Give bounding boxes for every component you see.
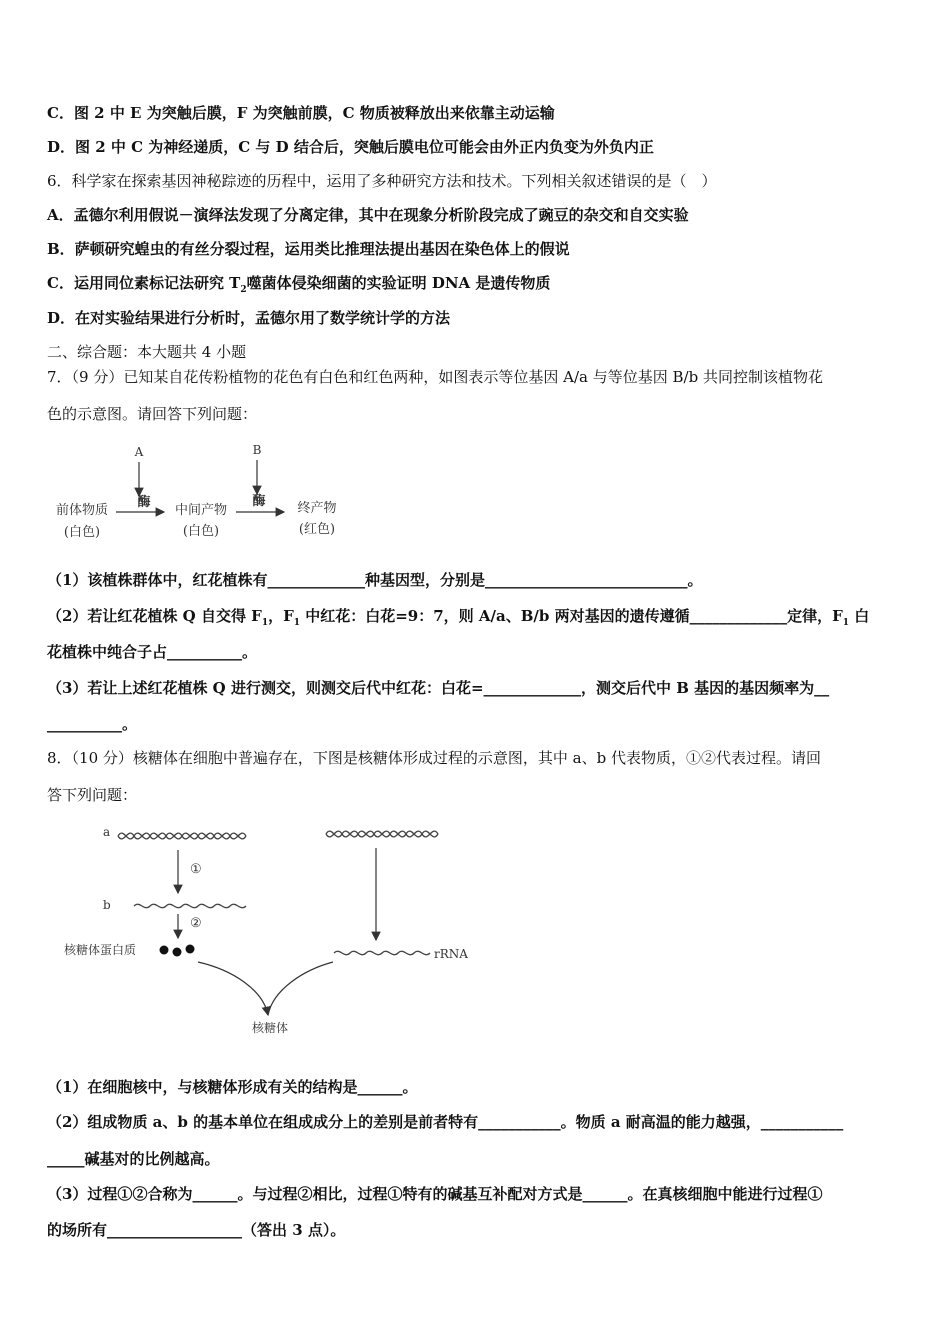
q8-mrna	[134, 904, 246, 907]
q7-sub2-part-a: （2）若让红花植株 Q 自交得 F	[47, 607, 262, 625]
q7-final-color: (红色)	[298, 522, 336, 537]
q7-sub3-line2: __________。	[47, 715, 138, 733]
q8-merge-right	[268, 962, 333, 1015]
q5-option-c: C．图 2 中 E 为突触后膜，F 为突触前膜，C 物质被释放出来依靠主动运输	[47, 104, 555, 122]
q6-option-c-pre: C．运用同位素标记法研究 T	[47, 274, 241, 292]
q7-stem-line1: 7．（9 分）已知某自花传粉植物的花色有白色和红色两种，如图表示等位基因 A/a 与等位基因 B/b 共同控制该植物花	[47, 368, 823, 386]
q8-stem-line2: 答下列问题：	[47, 786, 138, 804]
q7-diagram	[44, 438, 354, 548]
q8-sub3-line1: （3）过程①②合称为______。与过程②相比，过程①特有的碱基互补配对方式是______。在真核细胞中能进行过程①	[47, 1185, 823, 1203]
q6-option-c-sub: 2	[240, 285, 247, 295]
q7-sub2-sub1: 1	[261, 618, 269, 628]
q7-intermediate-color: (白色)	[182, 524, 220, 539]
q8-sub2-line1: （2）组成物质 a、b 的基本单位在组成成分上的差别是前者特有___________。物质 a 耐高温的能力越强，___________	[47, 1113, 844, 1131]
q8-stem-line1: 8．（10 分）核糖体在细胞中普遍存在，下图是核糖体形成过程的示意图，其中 a、b 代表物质，①②代表过程。请回	[47, 749, 821, 767]
q8-step1: ①	[190, 862, 202, 877]
q6-stem: 6．科学家在探索基因神秘踪迹的历程中，运用了多种研究方法和技术。下列相关叙述错误的是（ ）	[47, 172, 717, 190]
q8-rrna: rRNA	[434, 947, 468, 961]
q7-intermediate: 中间产物	[174, 503, 228, 518]
q7-enzyme-1: 酶	[137, 495, 151, 510]
q7-sub3-line1: （3）若让上述红花植株 Q 进行测交，则测交后代中红花：白花=_____________，测交后代中 B 基因的基因频率为__	[47, 679, 830, 697]
q7-sub2-sub3: 1	[842, 618, 850, 628]
q8-ribosomal-protein: 核糖体蛋白质	[64, 943, 137, 957]
q6-option-c-post: 噬菌体侵染细菌的实验证明 DNA 是遗传物质	[246, 274, 551, 292]
q7-sub2-sub2: 1	[293, 618, 301, 628]
q8-protein-dot-2	[173, 948, 182, 957]
q8-merge-left	[198, 962, 268, 1015]
q7-gene-b: B	[252, 443, 262, 457]
q7-sub2-line1	[47, 606, 869, 633]
q6-option-d: D．在对实验结果进行分析时，孟德尔用了数学统计学的方法	[47, 309, 451, 327]
q7-gene-a: A	[134, 445, 144, 459]
q8-diagram	[58, 820, 488, 1042]
q7-sub2-line2: 花植株中纯合子占__________。	[47, 643, 258, 661]
q7-sub2-part-d: 白	[849, 607, 870, 625]
q8-ribosome: 核糖体	[251, 1021, 289, 1035]
q6-option-b: B．萨顿研究蝗虫的有丝分裂过程，运用类比推理法提出基因在染色体上的假说	[47, 240, 570, 258]
q8-rrna-strand	[334, 951, 430, 954]
q7-precursor: 前体物质	[55, 503, 109, 518]
q7-enzyme-2: 酶	[252, 494, 266, 509]
q8-dna-left-2	[118, 833, 246, 839]
q6-option-a: A．孟德尔利用假说－演绎法发现了分离定律，其中在现象分析阶段完成了豌豆的杂交和自交实验	[47, 206, 689, 224]
q8-sub3-line2: 的场所有__________________（答出 3 点）。	[47, 1221, 346, 1239]
q7-sub1: （1）该植株群体中，红花植株有_____________种基因型，分别是___________________________。	[47, 571, 703, 589]
q8-sub1: （1）在细胞核中，与核糖体形成有关的结构是______。	[47, 1078, 418, 1096]
q5-option-d: D．图 2 中 C 为神经递质，C 与 D 结合后，突触后膜电位可能会由外正内负变为外负内正	[47, 138, 654, 156]
q8-label-a: a	[103, 825, 111, 839]
q8-sub2-line2: _____碱基对的比例越高。	[47, 1150, 220, 1168]
q7-sub2-part-c: 中红花：白花=9：7，则 A/a、B/b 两对基因的遗传遵循_____________定律，F	[300, 607, 843, 625]
q8-label-b: b	[103, 898, 111, 912]
q7-sub2-part-b: ，F	[268, 607, 294, 625]
q7-stem-line2: 色的示意图。请回答下列问题：	[47, 405, 258, 423]
q8-step2: ②	[190, 916, 202, 931]
section2-title: 二、综合题：本大题共 4 小题	[47, 343, 247, 361]
q7-final: 终产物	[297, 501, 337, 516]
q7-precursor-color: (白色)	[63, 525, 101, 540]
q8-protein-dot-1	[160, 946, 169, 955]
q6-option-c	[47, 273, 550, 300]
q8-protein-dot-3	[186, 945, 195, 954]
